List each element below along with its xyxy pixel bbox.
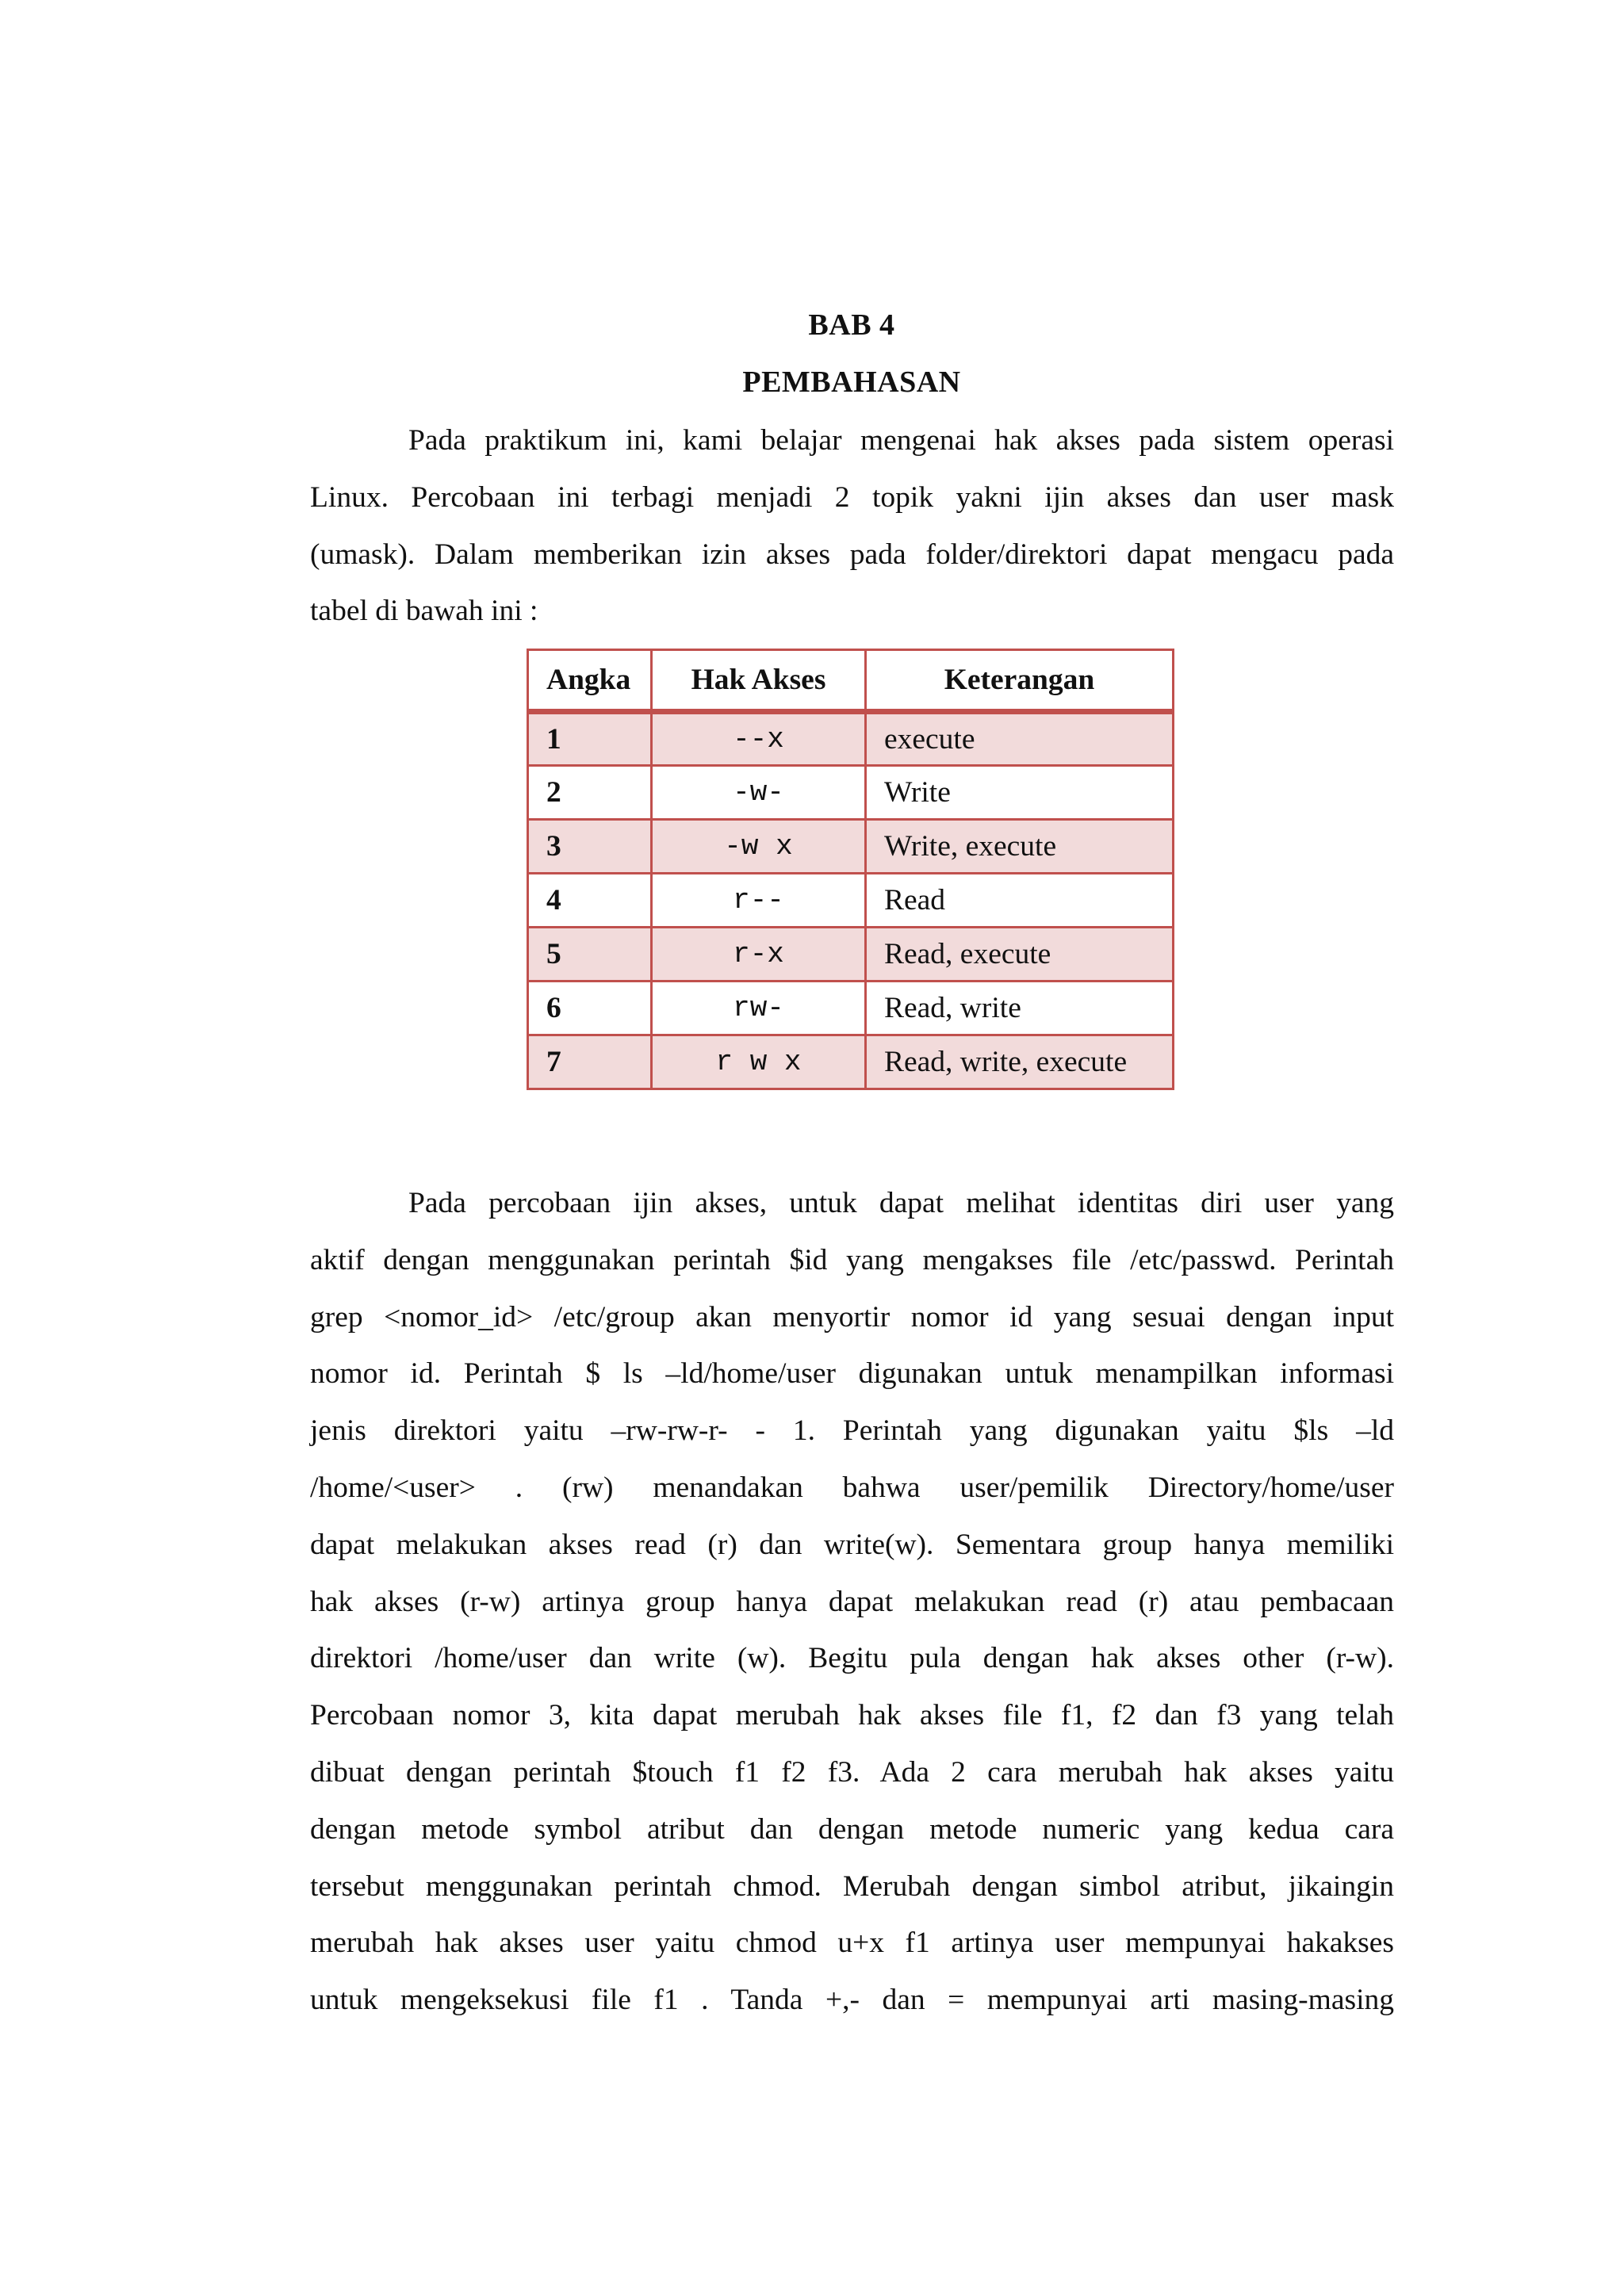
cell-hak-akses: r-- [652, 874, 866, 928]
body-line: aktif dengan menggunakan perintah $id yang mengakses file /etc/passwd. Perintah [310, 1243, 1394, 1276]
body-line: merubah hak akses user yaitu chmod u+x f1 artinya user mempunyai hakakses [310, 1927, 1394, 1960]
cell-hak-akses: --x [652, 712, 866, 766]
cell-angka: 7 [528, 1035, 652, 1089]
body-paragraph [310, 1175, 1394, 2031]
header-angka: Angka [528, 650, 652, 712]
body-line: dibuat dengan perintah $touch f1 f2 f3. Ada 2 cara merubah hak akses yaitu [310, 1755, 1394, 1789]
table-header-row [528, 650, 1174, 712]
table-row [528, 928, 1174, 982]
body-line: Percobaan nomor 3, kita dapat merubah hak akses file f1, f2 dan f3 yang telah [310, 1699, 1394, 1732]
body-line: dengan metode symbol atribut dan dengan metode numeric yang kedua cara [310, 1812, 1394, 1846]
header-hak-akses: Hak Akses [652, 650, 866, 712]
intro-paragraph [310, 412, 1394, 640]
cell-hak-akses: -w x [652, 820, 866, 874]
table-row [528, 982, 1174, 1035]
cell-keterangan: Write [866, 766, 1174, 820]
body-line: jenis direktori yaitu –rw-rw-r- - 1. Perintah yang digunakan yaitu $ls –ld [310, 1414, 1394, 1448]
cell-hak-akses: r w x [652, 1035, 866, 1089]
cell-hak-akses: rw- [652, 982, 866, 1035]
body-line: direktori /home/user dan write (w). Begitu pula dengan hak akses other (r-w). [310, 1642, 1394, 1675]
table-row [528, 1035, 1174, 1089]
cell-angka: 3 [528, 820, 652, 874]
intro-line: Linux. Percobaan ini terbagi menjadi 2 topik yakni ijin akses dan user mask [310, 480, 1394, 514]
body-line: /home/<user> . (rw) menandakan bahwa user/pemilik Directory/home/user [310, 1471, 1394, 1504]
table-row [528, 874, 1174, 928]
cell-angka: 1 [528, 712, 652, 766]
chapter-title: PEMBAHASAN [742, 365, 961, 399]
cell-angka: 2 [528, 766, 652, 820]
cell-angka: 4 [528, 874, 652, 928]
intro-line: (umask). Dalam memberikan izin akses pada folder/direktori dapat mengacu pada [310, 538, 1394, 571]
chapter-number: BAB 4 [808, 308, 895, 342]
table-row [528, 820, 1174, 874]
cell-angka: 5 [528, 928, 652, 982]
body-line: nomor id. Perintah $ ls –ld/home/user digunakan untuk menampilkan informasi [310, 1357, 1394, 1391]
cell-keterangan: execute [866, 712, 1174, 766]
cell-hak-akses: -w- [652, 766, 866, 820]
body-line: tersebut menggunakan perintah chmod. Merubah dengan simbol atribut, jikaingin [310, 1869, 1394, 1903]
body-line: untuk mengeksekusi file f1 . Tanda +,- dan = mempunyai arti masing-masing [310, 1984, 1394, 2017]
header-keterangan: Keterangan [866, 650, 1174, 712]
intro-line: Pada praktikum ini, kami belajar mengenai hak akses pada sistem operasi [408, 424, 1394, 457]
cell-keterangan: Read, execute [866, 928, 1174, 982]
intro-line: tabel di bawah ini : [310, 595, 538, 628]
cell-keterangan: Read, write, execute [866, 1035, 1174, 1089]
cell-angka: 6 [528, 982, 652, 1035]
table-row [528, 712, 1174, 766]
table-row [528, 766, 1174, 820]
permission-table [527, 649, 1174, 1090]
body-line: Pada percobaan ijin akses, untuk dapat melihat identitas diri user yang [408, 1187, 1394, 1219]
cell-keterangan: Read, write [866, 982, 1174, 1035]
body-line: grep <nomor_id> /etc/group akan menyortir nomor id yang sesuai dengan input [310, 1300, 1394, 1334]
cell-keterangan: Read [866, 874, 1174, 928]
body-line: dapat melakukan akses read (r) dan write(w). Sementara group hanya memiliki [310, 1528, 1394, 1561]
cell-hak-akses: r-x [652, 928, 866, 982]
body-line: hak akses (r-w) artinya group hanya dapat melakukan read (r) atau pembacaan [310, 1585, 1394, 1618]
cell-keterangan: Write, execute [866, 820, 1174, 874]
